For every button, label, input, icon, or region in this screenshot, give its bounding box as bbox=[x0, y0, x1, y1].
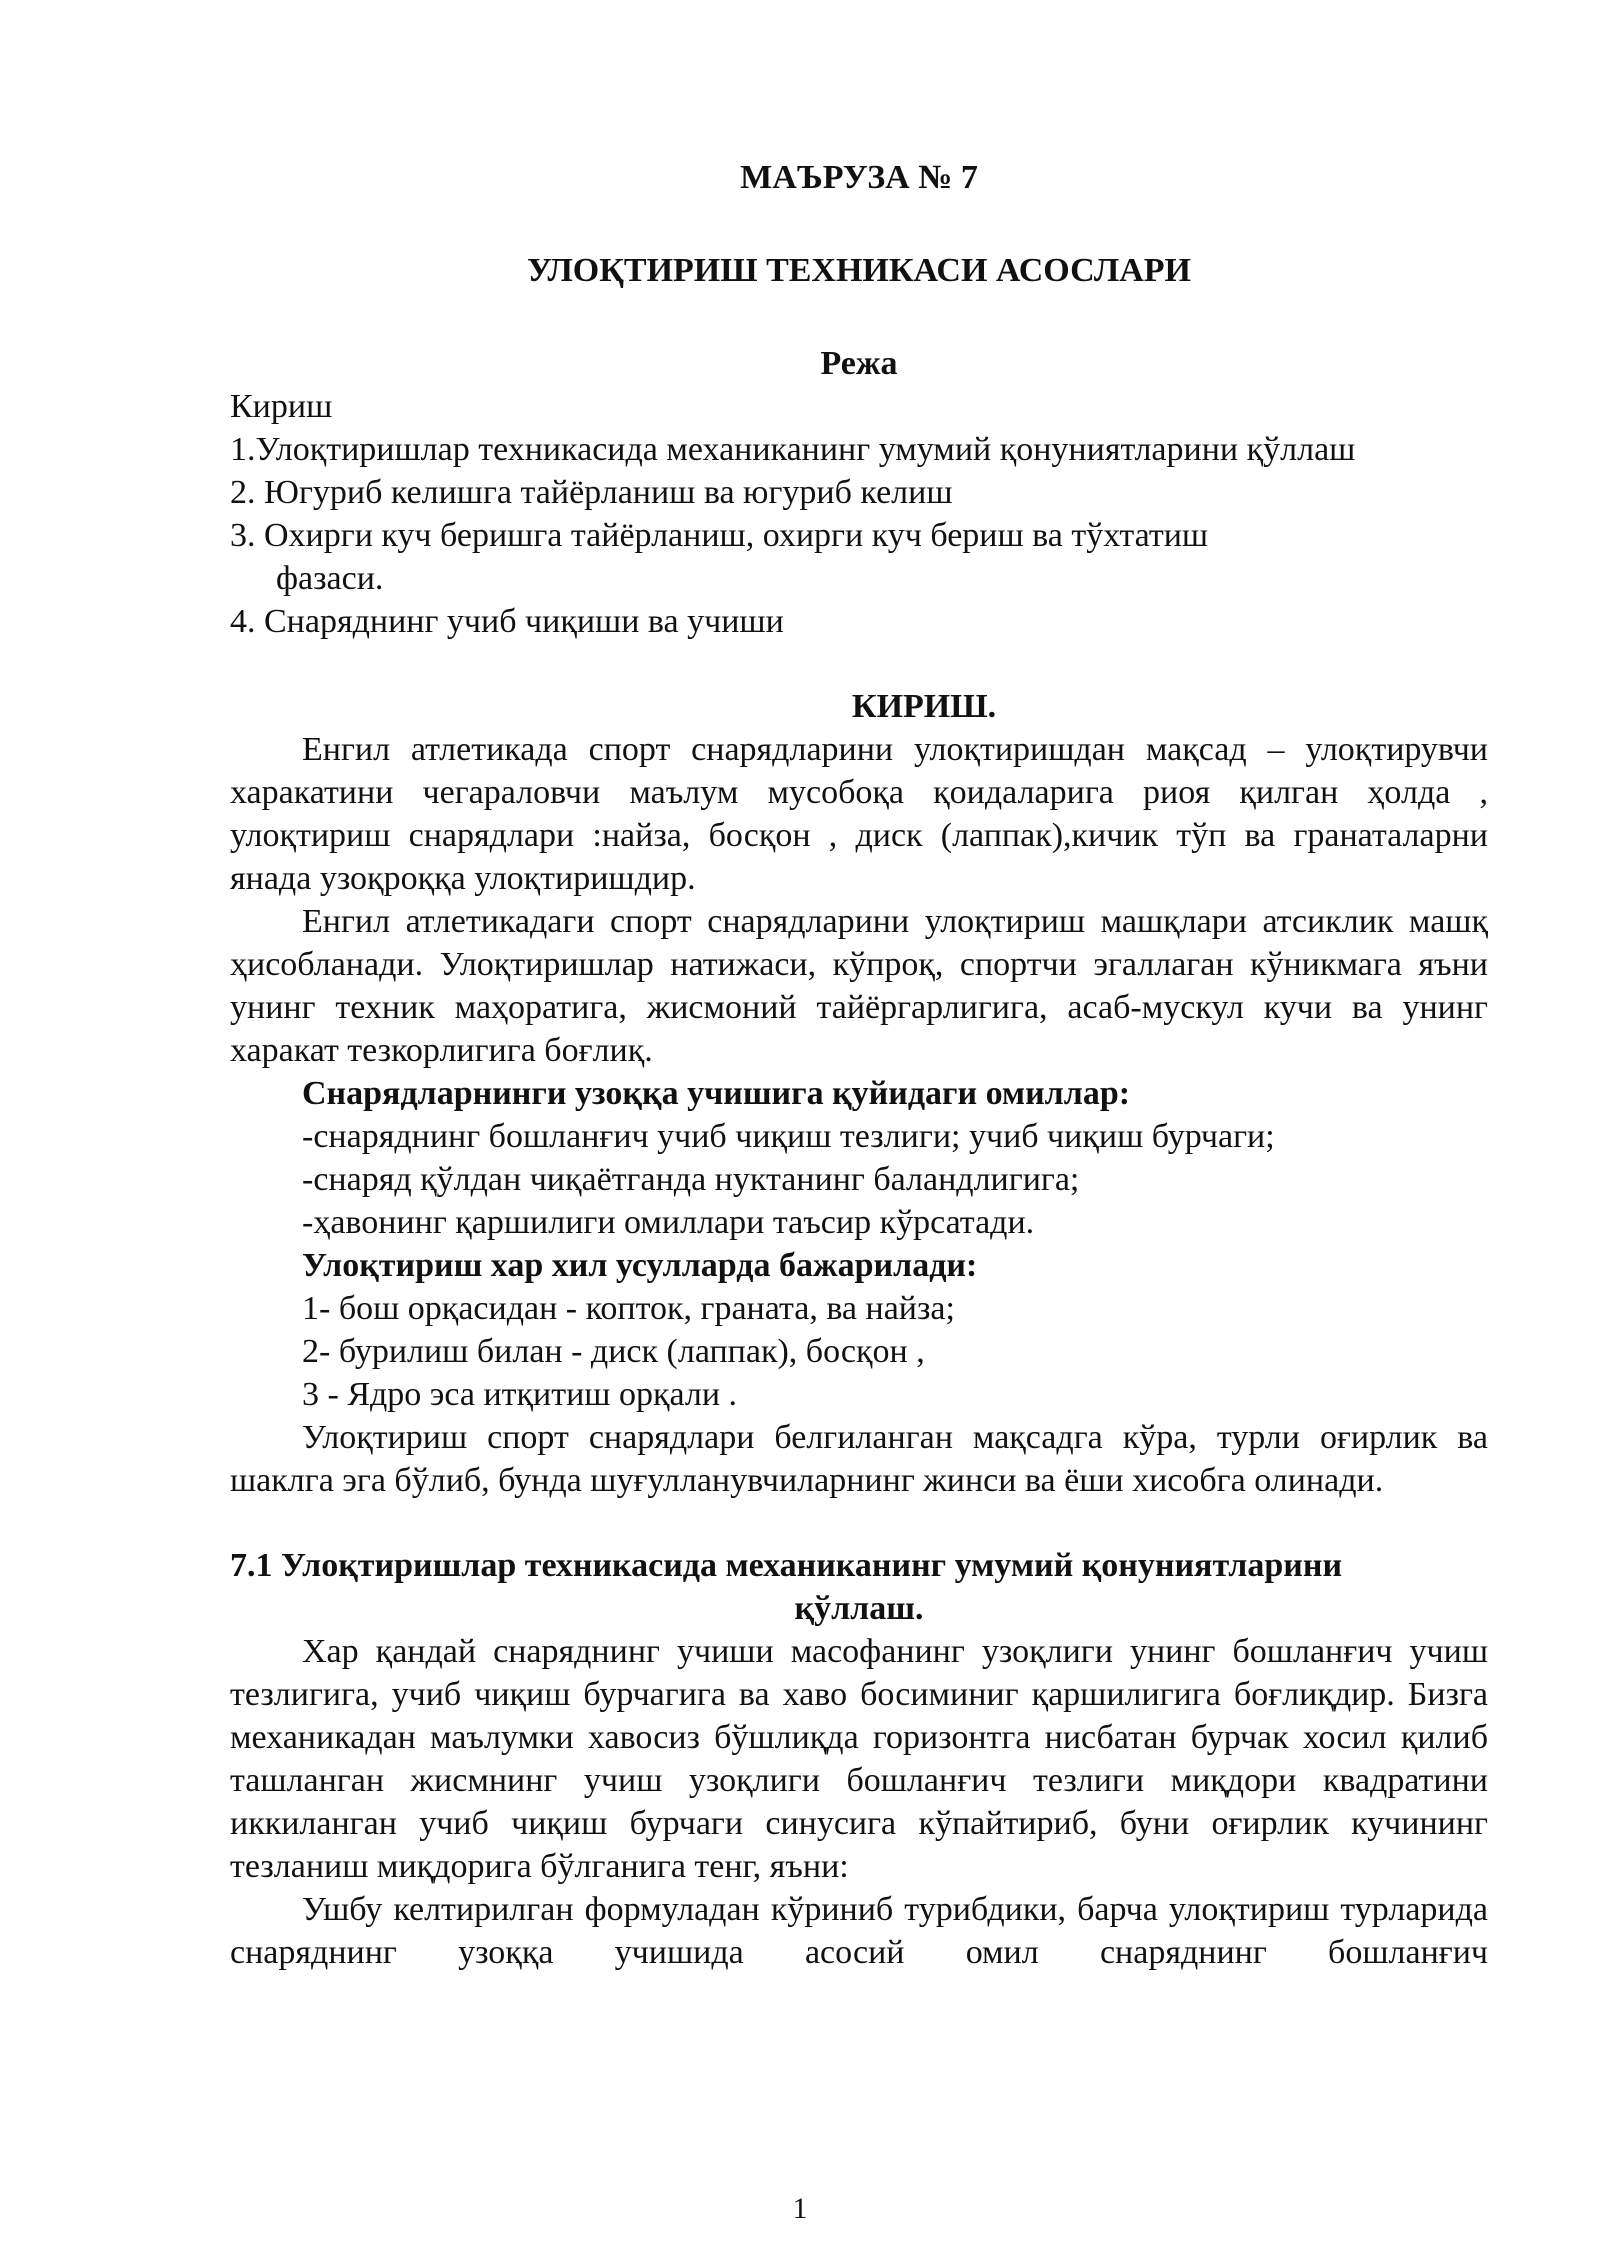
plan-item: 1.Улоқтиришлар техникасида механиканинг умумий қонуниятларини қўллаш bbox=[230, 431, 1356, 468]
section-heading-line-2: қўллаш. bbox=[794, 1590, 924, 1627]
section-paragraph-1: Хар қандай снаряднинг учиши масофанинг узоқлиги унинг бошланғич учиш тезлигига, учиб чиқиш бурчагига ва хаво босиминиг қаршилигига боғлиқдир. Бизга механикадан маълумки хавосиз бўшлиқда горизонтга нисбатан бурчак хосил қилиб ташланган жисмнинг учиш узоқлиги бошланғич тезлиги миқдори квадратини иккиланган учиб чиқиш бурчаги синусига кўпайтириб, буни оғирлик кучининг тезланиш миқдорига бўлганига тенг, яъни: bbox=[230, 1633, 1488, 1885]
section-heading bbox=[230, 1544, 1488, 1630]
section-paragraph-2: Ушбу келтирилган формуладан кўриниб турибдики, барча улоқтириш турларида снаряднинг узоққа учишида асосий омил снаряднинг бошланғич bbox=[230, 1891, 1488, 1971]
page-number: 1 bbox=[792, 2192, 808, 2225]
intro-paragraph-3: Улоқтириш спорт снарядлари белгиланган мақсадга кўра, турли оғирлик ва шаклга эга бўлиб, бунда шуғулланувчиларнинг жинси ва ёши хисобга олинади. bbox=[230, 1419, 1488, 1499]
method-item: 2- бурилиш билан - диск (лаппак), босқон , bbox=[302, 1333, 925, 1370]
document-title: УЛОҚТИРИШ ТЕХНИКАСИ АСОСЛАРИ bbox=[527, 252, 1191, 289]
document-page bbox=[230, 140, 1488, 2017]
plan-list bbox=[230, 385, 1488, 643]
intro-paragraph-2: Енгил атлетикадаги спорт снарядларини улоқтириш машқлари атсиклик машқ ҳисобланади. Улоқтиришлар натижаси, кўпроқ, спортчи эгаллаган кўникмага яъни унинг техник маҳоратига, жисмоний тайёргарлигига, асаб-мускул кучи ва унинг харакат тезкорлигига боғлиқ. bbox=[230, 903, 1488, 1069]
plan-item: Кириш bbox=[230, 388, 333, 425]
factor-item: -снаряднинг бошланғич учиб чиқиш тезлиги; учиб чиқиш бурчаги; bbox=[302, 1118, 1275, 1155]
plan-item: 3. Охирги куч беришга тайёрланиш, охирги куч бериш ва тўхтатиш bbox=[230, 517, 1209, 554]
intro-paragraph-1: Енгил атлетикада спорт снарядларини улоқтиришдан мақсад – улоқтирувчи харакатини чегараловчи маълум мусобоқа қоидаларига риоя қилган ҳолда , улоқтириш снарядлари :найза, босқон , диск (лаппак),кичик тўп ва гранаталарни янада узоқроққа улоқтиришдир. bbox=[230, 731, 1488, 897]
plan-heading: Режа bbox=[820, 345, 898, 382]
methods-heading: Улоқтириш хар хил усулларда бажарилади: bbox=[302, 1247, 978, 1284]
factors-heading: Снарядларнинги узоққа учишига қуйидаги омиллар: bbox=[302, 1075, 1131, 1112]
method-item: 1- бош орқасидан - копток, граната, ва найза; bbox=[302, 1290, 955, 1327]
intro-heading: КИРИШ. bbox=[851, 688, 997, 725]
plan-item: 4. Снаряднинг учиб чиқиши ва учиши bbox=[230, 603, 784, 640]
factor-item: -снаряд қўлдан чиқаётганда нуктанинг баландлигига; bbox=[302, 1161, 1080, 1198]
plan-item: фазаси. bbox=[276, 560, 384, 597]
method-item: 3 - Ядро эса итқитиш орқали . bbox=[302, 1376, 738, 1413]
factor-item: -ҳавонинг қаршилиги омиллари таъсир кўрсатади. bbox=[302, 1204, 1035, 1241]
section-heading-line-1: 7.1 Улоқтиришлар техникасида механиканинг умумий қонуниятларини bbox=[230, 1547, 1343, 1584]
plan-item: 2. Югуриб келишга тайёрланиш ва югуриб келиш bbox=[230, 474, 953, 511]
lecture-number: МАЪРУЗА № 7 bbox=[740, 159, 978, 196]
